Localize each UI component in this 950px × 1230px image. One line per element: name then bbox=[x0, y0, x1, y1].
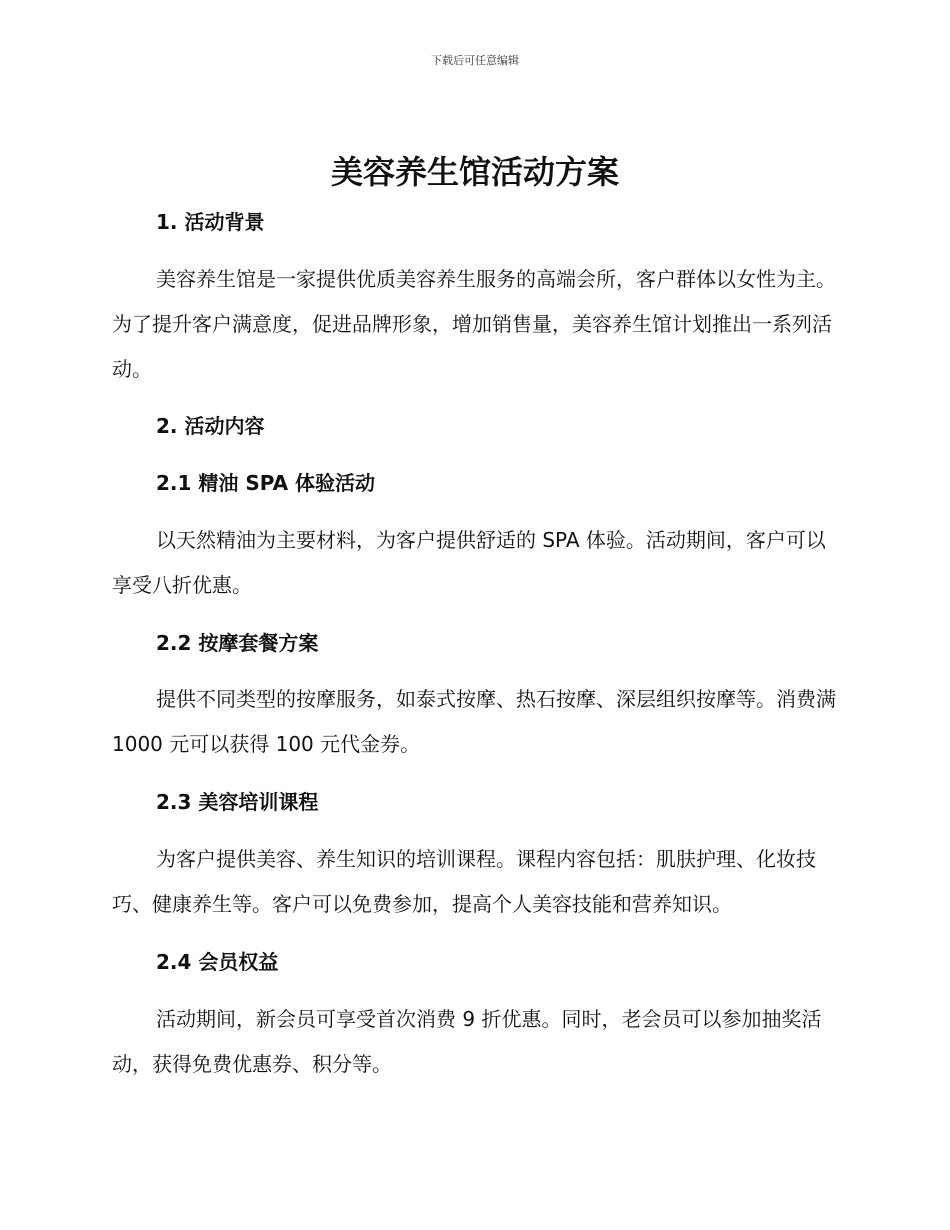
document-title: 美容养生馆活动方案 bbox=[330, 153, 619, 191]
section-heading-background: 1. 活动背景 bbox=[156, 210, 265, 234]
subsection-heading-training: 2.3 美容培训课程 bbox=[156, 790, 319, 814]
subsection-heading-spa: 2.1 精油 SPA 体验活动 bbox=[156, 471, 376, 495]
subsection-heading-massage: 2.2 按摩套餐方案 bbox=[156, 631, 319, 655]
section-heading-content: 2. 活动内容 bbox=[156, 414, 265, 438]
subsection-body-massage: 提供不同类型的按摩服务，如泰式按摩、热石按摩、深层组织按摩等。消费满 1000 元可以获得 100 元代金券。 bbox=[112, 687, 836, 756]
subsection-body-training: 为客户提供美容、养生知识的培训课程。课程内容包括：肌肤护理、化妆技巧、健康养生等。客户可以免费参加，提高个人美容技能和营养知识。 bbox=[112, 847, 816, 916]
section-body-background: 美容养生馆是一家提供优质美容养生服务的高端会所，客户群体以女性为主。为了提升客户满意度，促进品牌形象，增加销售量，美容养生馆计划推出一系列活动。 bbox=[112, 267, 836, 381]
subsection-body-membership: 活动期间，新会员可享受首次消费 9 折优惠。同时，老会员可以参加抽奖活动，获得免费优惠券、积分等。 bbox=[112, 1007, 822, 1076]
page-header: 下载后可任意编辑 bbox=[431, 54, 519, 67]
subsection-body-spa: 以天然精油为主要材料，为客户提供舒适的 SPA 体验。活动期间，客户可以享受八折优惠。 bbox=[112, 528, 826, 597]
subsection-heading-membership: 2.4 会员权益 bbox=[156, 950, 279, 974]
